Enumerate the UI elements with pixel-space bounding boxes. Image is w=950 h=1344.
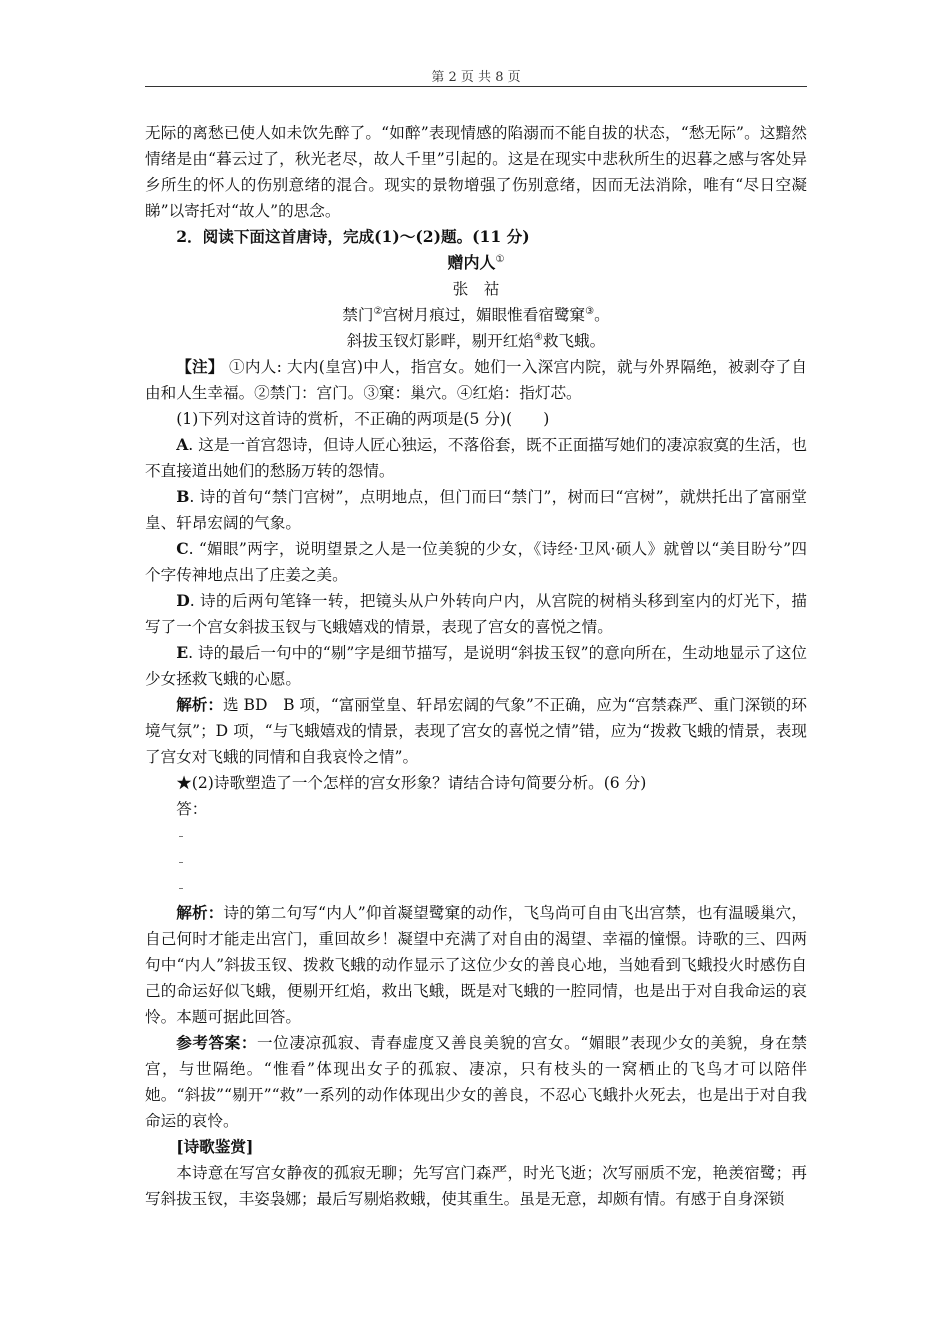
poem-line-1-note: ②	[373, 305, 383, 317]
answer-blank-3[interactable]	[145, 874, 807, 900]
option-separator: .	[188, 540, 199, 558]
document-body	[145, 120, 807, 1212]
poem-author: 张 祜	[452, 280, 500, 298]
option-separator: .	[188, 436, 199, 454]
appreciation-heading: [诗歌鉴赏]	[176, 1137, 254, 1156]
notes-text: ①内人: 大内(皇宫)中人，指宫女。她们一入深宫内院，就与外界隔绝，被剥夺了自由和人生幸福。②禁门：宫门。③窠：巢穴。④红焰：指灯芯。	[145, 358, 807, 402]
options-list	[145, 432, 807, 692]
option-text: 这是一首宫怨诗，但诗人匠心独运，不落俗套，既不正面描写她们的凄凉寂寞的生活，也不直接道出她们的愁肠万转的怨情。	[145, 436, 807, 480]
poem-line-1-part-a: 禁门	[342, 306, 374, 324]
poem-title: 赠内人	[447, 253, 496, 272]
option-e	[145, 640, 807, 692]
option-a	[145, 432, 807, 484]
poem-line-2-note: ④	[533, 331, 543, 343]
option-letter: E	[176, 643, 189, 662]
option-text: “媚眼”两字，说明望景之人是一位美貌的少女，《诗经·卫风·硕人》就曾以“美目盼兮”四个字传神地点出了庄姜之美。	[145, 540, 807, 584]
option-letter: A	[176, 435, 189, 454]
poem-line-1-note-2: ③	[585, 305, 595, 317]
analysis-1	[145, 692, 807, 770]
poem-line-1-part-c: 。	[594, 306, 610, 324]
option-d	[145, 588, 807, 640]
option-separator: .	[188, 644, 198, 662]
option-letter: B	[176, 487, 190, 506]
reference-answer-text: 一位凄凉孤寂、青春虚度又善良美貌的宫女。“媚眼”表现少女的美貌，身在禁宫，与世隔绝。“惟看”体现出女子的孤寂、凄凉，只有枝头的一窝栖止的飞鸟才可以陪伴她。“斜拔”“剔开”“救”一系列的动作体现出少女的善良，不忍心飞蛾扑火死去，也是出于对自我命运的哀怜。	[145, 1034, 807, 1130]
reference-answer-label: 参考答案：	[176, 1033, 258, 1052]
analysis-1-label: 解析：	[176, 695, 223, 714]
question-2-heading: 2．阅读下面这首唐诗，完成(1)～(2)题。(11 分)	[176, 227, 530, 246]
analysis-2-label: 解析：	[176, 903, 224, 922]
analysis-1-text: 选 BD B 项，“富丽堂皇、轩昂宏阔的气象”不正确，应为“宫禁森严、重门深锁的环境气氛”；D 项，“与飞蛾嬉戏的情景，表现了宫女的喜悦之情”错，应为“拨救飞蛾的情景，表现了宫女对飞蛾的同情和自我哀怜之情”。	[145, 696, 807, 766]
poem-title-line	[145, 250, 807, 276]
poem-line-1-part-b: 宫树月痕过，媚眼惟看宿鹭窠	[382, 306, 586, 324]
sub-question-1: (1)下列对这首诗的赏析，不正确的两项是(5 分)( )	[176, 410, 550, 428]
poem-title-note: ①	[495, 253, 505, 265]
intro-paragraph: 无际的离愁已使人如未饮先醉了。“如醉”表现情感的陷溺而不能自拔的状态，“愁无际”。这黯然情绪是由“暮云过了，秋光老尽，故人千里”引起的。这是在现实中悲秋所生的迟暮之感与客处异乡所生的怀人的伤别意绪的混合。现实的景物增强了伤别意绪，因而无法消除，唯有“尽日空凝睇”以寄托对“故人”的思念。	[145, 124, 807, 220]
notes-label: 【注】	[176, 357, 224, 376]
option-text: 诗的后两句笔锋一转，把镜头从户外转向户内，从宫院的树梢头移到室内的灯光下，描写了一个宫女斜拔玉钗与飞蛾嬉戏的情景，表现了宫女的喜悦之情。	[145, 592, 807, 636]
option-separator: .	[189, 592, 201, 610]
poem-line-2-part-a: 斜拔玉钗灯影畔，剔开红焰	[346, 332, 534, 350]
option-text: 诗的最后一句中的“剔”字是细节描写，是说明“斜拔玉钗”的意向所在，生动地显示了这位少女拯救飞蛾的心愿。	[145, 644, 807, 688]
answer-blank-1[interactable]	[145, 822, 807, 848]
poem-line-1	[145, 302, 807, 328]
analysis-2-text: 诗的第二句写“内人”仰首凝望鹭窠的动作，飞鸟尚可自由飞出宫禁，也有温暖巢穴，自己何时才能走出宫门，重回故乡！凝望中充满了对自由的渴望、幸福的憧憬。诗歌的三、四两句中“内人”斜拔玉钗、拨救飞蛾的动作显示了这位少女的善良心地，当她看到飞蛾投火时感伤自己的命运好似飞蛾，便剔开红焰，救出飞蛾，既是对飞蛾的一腔同情，也是出于对自我命运的哀怜。本题可据此回答。	[145, 904, 807, 1026]
option-separator: .	[189, 488, 200, 506]
option-letter: C	[176, 539, 189, 558]
appreciation-text: 本诗意在写宫女静夜的孤寂无聊；先写宫门森严，时光飞逝；次写丽质不宠，艳羡宿鹭；再写斜拔玉钗，丰姿袅娜；最后写剔焰救蛾，使其重生。虽是无意，却颇有情。有感于自身深锁	[145, 1164, 807, 1208]
poem-line-2	[145, 328, 807, 354]
answer-blank-2[interactable]	[145, 848, 807, 874]
poem-line-2-part-b: 救飞蛾。	[542, 332, 606, 350]
page-header: 第 2 页 共 8 页	[431, 70, 521, 85]
option-text: 诗的首句“禁门宫树”，点明地点，但门而曰“禁门”，树而曰“宫树”，就烘托出了富丽堂皇、轩昂宏阔的气象。	[145, 488, 807, 532]
option-b	[145, 484, 807, 536]
answer-line: 答：	[176, 800, 208, 818]
poem-notes	[145, 354, 807, 406]
header-rule	[145, 86, 807, 87]
option-letter: D	[176, 591, 190, 610]
sub-question-2: ★(2)诗歌塑造了一个怎样的宫女形象？请结合诗句简要分析。(6 分)	[176, 774, 647, 792]
reference-answer	[145, 1030, 807, 1134]
option-c	[145, 536, 807, 588]
analysis-2	[145, 900, 807, 1030]
